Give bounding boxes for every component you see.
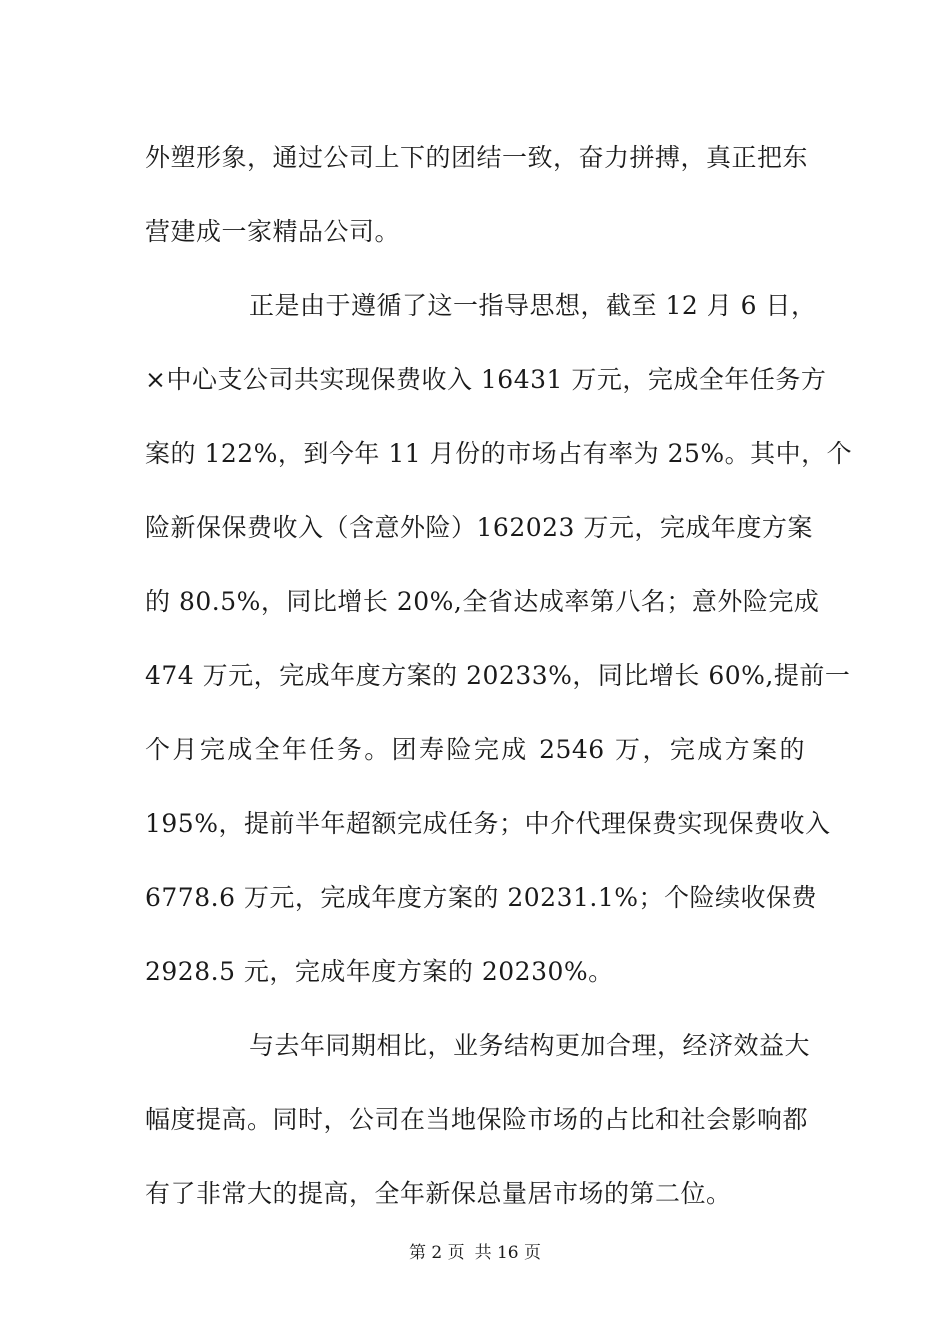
text-line: 与去年同期相比，业务结构更加合理，经济效益大 xyxy=(249,1031,811,1060)
text-line: ×中心支公司共实现保费收入 16431 万元，完成全年任务方 xyxy=(145,365,827,394)
text-line: 的 80.5%，同比增长 20%,全省达成率第八名；意外险完成 xyxy=(145,587,820,616)
text-line: 幅度提高。同时，公司在当地保险市场的占比和社会影响都 xyxy=(145,1105,809,1134)
text-line: 2928.5 元，完成年度方案的 20230%。 xyxy=(145,957,614,986)
text-line: 有了非常大的提高，全年新保总量居市场的第二位。 xyxy=(145,1179,732,1208)
text-line: 险新保保费收入（含意外险）162023 万元，完成年度方案 xyxy=(145,513,813,542)
text-line: 外塑形象，通过公司上下的团结一致，奋力拼搏，真正把东 xyxy=(145,143,809,172)
text-line: 474 万元，完成年度方案的 20233%，同比增长 60%,提前一 xyxy=(145,661,851,690)
text-line: 案的 122%，到今年 11 月份的市场占有率为 25%。其中，个 xyxy=(145,439,853,468)
text-line: 195%，提前半年超额完成任务；中介代理保费实现保费收入 xyxy=(145,809,831,838)
text-line: 营建成一家精品公司。 xyxy=(145,217,401,246)
body-text xyxy=(145,126,853,1236)
page-total: 共 16 页 xyxy=(474,1243,542,1263)
page-footer xyxy=(0,1242,950,1264)
text-line: 个月完成全年任务。团寿险完成 2546 万，完成方案的 xyxy=(145,735,805,764)
text-line: 正是由于遵循了这一指导思想，截至 12 月 6 日， xyxy=(249,291,817,320)
text-line: 6778.6 万元，完成年度方案的 20231.1%；个险续收保费 xyxy=(145,883,818,912)
page-number: 第 2 页 xyxy=(408,1243,465,1263)
